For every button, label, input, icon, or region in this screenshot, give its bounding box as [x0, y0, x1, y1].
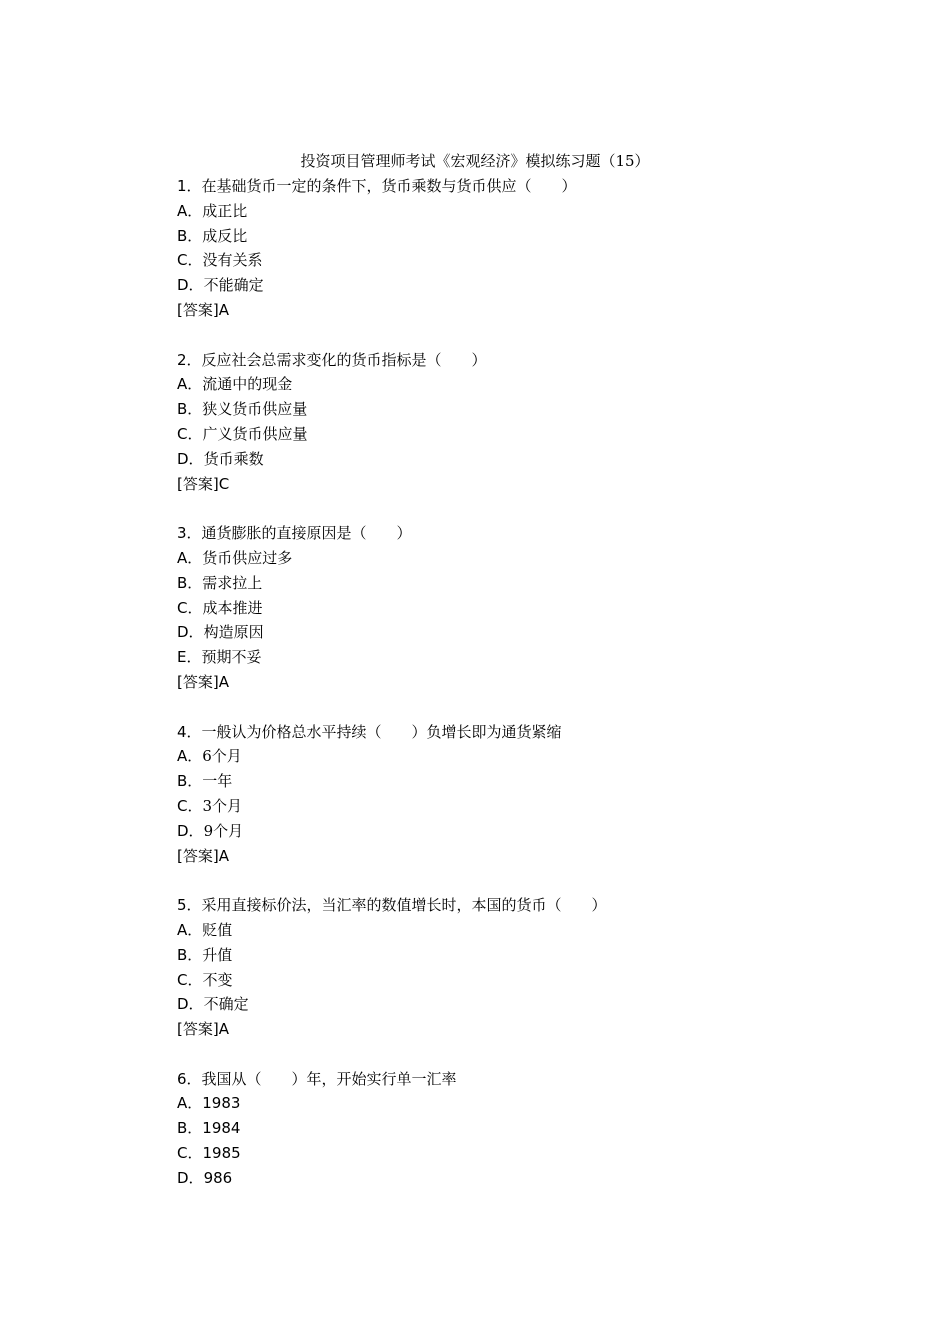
option-letter: B． — [177, 226, 203, 245]
option-text: 9个月 — [203, 821, 244, 840]
option-a — [177, 372, 877, 397]
question-text: 采用直接标价法，当汇率的数值增长时，本国的货币（ ） — [201, 896, 607, 915]
option-text: 升值 — [202, 945, 233, 964]
option-d — [177, 992, 877, 1017]
option-letter: B． — [177, 400, 203, 419]
option-c — [177, 1141, 877, 1166]
option-text: 广义货币供应量 — [202, 424, 308, 443]
question-number: 5． — [177, 896, 202, 915]
option-letter: C． — [177, 598, 203, 617]
question-stem — [177, 521, 877, 546]
option-c — [177, 968, 877, 993]
option-letter: D． — [177, 449, 204, 468]
option-text: 成正比 — [202, 201, 248, 220]
option-text: 预期不妥 — [201, 648, 262, 667]
option-a — [177, 1091, 877, 1116]
answer-text: [答案]C — [177, 474, 230, 493]
option-letter: C． — [177, 424, 203, 443]
option-text: 贬值 — [202, 920, 233, 939]
option-b — [177, 397, 877, 422]
option-text: 构造原因 — [203, 623, 264, 642]
answer-line — [177, 298, 877, 323]
option-letter: B． — [177, 945, 203, 964]
question-stem — [177, 1067, 877, 1092]
option-letter: B． — [177, 573, 203, 592]
question-block — [177, 348, 877, 522]
option-a — [177, 546, 877, 571]
question-block — [177, 893, 877, 1067]
question-text: 一般认为价格总水平持续（ ）负增长即为通货紧缩 — [201, 722, 562, 741]
option-letter: A． — [177, 747, 203, 766]
option-letter: A． — [177, 548, 203, 567]
option-letter: A． — [177, 201, 203, 220]
option-text: 1985 — [202, 1144, 241, 1163]
question-list — [177, 174, 877, 1191]
option-text: 986 — [203, 1168, 233, 1187]
option-b — [177, 224, 877, 249]
option-d — [177, 1166, 877, 1191]
option-text: 1983 — [202, 1094, 241, 1113]
option-letter: A． — [177, 920, 203, 939]
answer-line — [177, 670, 877, 695]
option-d — [177, 447, 877, 472]
option-letter: D． — [177, 623, 204, 642]
question-block — [177, 521, 877, 719]
option-letter: C． — [177, 970, 203, 989]
answer-text: [答案]A — [177, 1020, 229, 1039]
question-text: 在基础货币一定的条件下，货币乘数与货币供应（ ） — [201, 177, 577, 195]
answer-text: [答案]A — [177, 672, 229, 691]
option-letter: D． — [177, 995, 204, 1014]
option-a — [177, 918, 877, 943]
option-text: 3个月 — [202, 796, 243, 815]
option-text: 6个月 — [202, 747, 242, 766]
option-text: 不变 — [202, 970, 233, 989]
question-block — [177, 720, 877, 894]
blank-line — [177, 496, 877, 521]
option-a — [177, 744, 877, 769]
question-number: 2． — [177, 350, 202, 369]
answer-text: [答案]A — [177, 300, 229, 319]
option-e — [177, 645, 877, 670]
option-b — [177, 1116, 877, 1141]
blank-line — [177, 868, 877, 893]
question-stem — [177, 348, 877, 373]
option-text: 不能确定 — [203, 276, 264, 295]
option-text: 不确定 — [203, 995, 249, 1014]
option-c — [177, 248, 877, 273]
option-letter: D． — [177, 821, 204, 840]
option-d — [177, 273, 877, 298]
question-stem — [177, 720, 877, 745]
option-c — [177, 596, 877, 621]
answer-line — [177, 844, 877, 869]
option-text: 狭义货币供应量 — [202, 400, 308, 419]
question-number: 3． — [177, 524, 202, 543]
option-text: 货币乘数 — [203, 449, 264, 468]
option-c — [177, 422, 877, 447]
question-number: 1． — [177, 177, 202, 195]
option-d — [177, 620, 877, 645]
option-letter: D． — [177, 276, 204, 295]
question-stem — [177, 893, 877, 918]
option-letter: E． — [177, 648, 202, 667]
blank-line — [177, 695, 877, 720]
option-text: 货币供应过多 — [202, 548, 293, 567]
option-a — [177, 199, 877, 224]
option-letter: B． — [177, 772, 203, 791]
option-letter: C． — [177, 796, 203, 815]
question-text: 我国从（ ）年，开始实行单一汇率 — [201, 1069, 457, 1088]
question-number: 4． — [177, 722, 202, 741]
option-text: 没有关系 — [202, 251, 263, 270]
question-block — [177, 1067, 877, 1191]
question-text: 通货膨胀的直接原因是（ ） — [201, 524, 412, 543]
blank-line — [177, 323, 877, 348]
document-title: 投资项目管理师考试《宏观经济》模拟练习题（15） — [300, 152, 650, 170]
option-letter: B． — [177, 1119, 203, 1138]
question-block — [177, 174, 877, 348]
option-text: 成反比 — [202, 226, 248, 245]
option-letter: C． — [177, 251, 203, 270]
option-text: 成本推进 — [202, 598, 263, 617]
option-text: 一年 — [202, 772, 233, 791]
blank-line — [177, 1042, 877, 1067]
option-d — [177, 819, 877, 844]
question-stem — [177, 174, 877, 199]
option-letter: C． — [177, 1144, 203, 1163]
option-b — [177, 943, 877, 968]
option-c — [177, 794, 877, 819]
option-text: 流通中的现金 — [202, 375, 293, 394]
option-letter: D． — [177, 1168, 204, 1187]
question-number: 6． — [177, 1069, 202, 1088]
answer-line — [177, 1017, 877, 1042]
option-b — [177, 571, 877, 596]
answer-line — [177, 472, 877, 497]
option-text: 需求拉上 — [202, 573, 263, 592]
option-text: 1984 — [202, 1119, 241, 1138]
option-b — [177, 769, 877, 794]
answer-text: [答案]A — [177, 846, 229, 865]
option-letter: A． — [177, 375, 203, 394]
option-letter: A． — [177, 1094, 203, 1113]
question-text: 反应社会总需求变化的货币指标是（ ） — [201, 350, 487, 369]
